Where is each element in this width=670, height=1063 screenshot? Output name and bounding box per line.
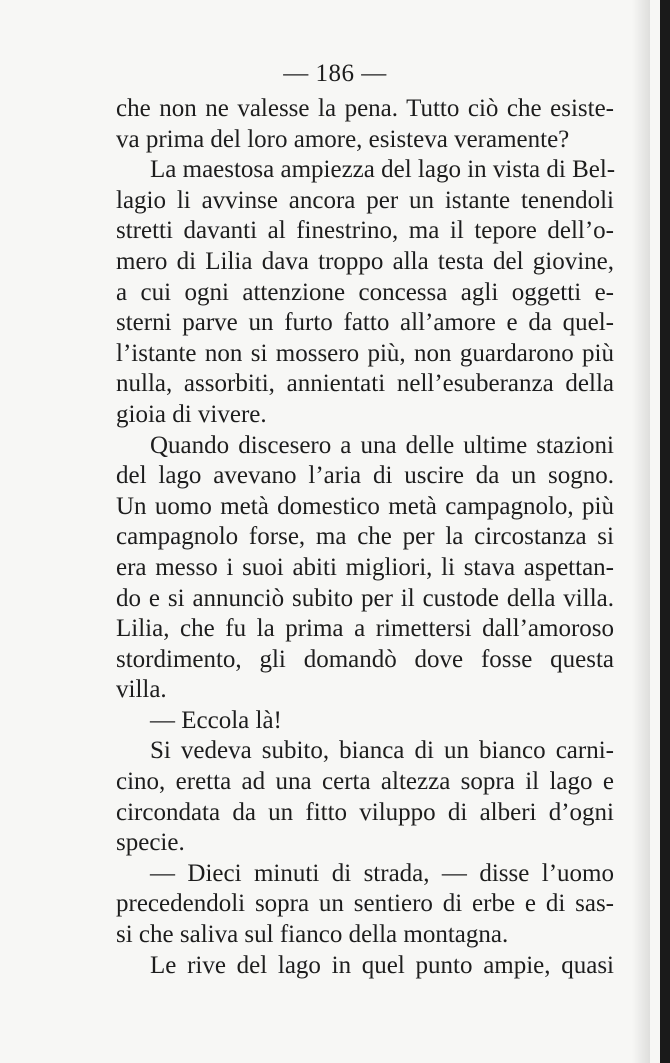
- text-line: — Eccola là!: [150, 706, 282, 734]
- text-line: che non ne valesse la pena. Tutto ciò che esiste-: [116, 95, 614, 122]
- text-line: Quando discesero a una delle ultime stazioni: [150, 431, 614, 459]
- text-line: stordimento, gli domandò dove fosse questa: [116, 645, 614, 673]
- text-line: cino, eretta ad una certa altezza sopra il lago e: [116, 768, 614, 796]
- page-number: — 186 —: [283, 60, 387, 87]
- text-line: — Dieci minuti di strada, — disse l’uomo: [150, 859, 614, 887]
- text-line: do e si annunciò subito per il custode della villa.: [116, 584, 614, 612]
- text-line: si che saliva sul fianco della montagna.: [116, 921, 509, 949]
- text-line: lagio li avvinse ancora per un istante tenendoli: [116, 186, 614, 214]
- text-line: precedendoli sopra un sentiero di erbe e di sas-: [116, 890, 614, 918]
- text-line: Un uomo metà domestico metà campagnolo, più: [116, 492, 614, 520]
- text-line: La maestosa ampiezza del lago in vista di Bel-: [150, 156, 616, 184]
- text-line: nulla, assorbiti, annientati nell’esuberanza della: [116, 370, 614, 398]
- text-line: Si vedeva subito, bianca di un bianco carni-: [150, 737, 614, 765]
- text-line: gioia di vivere.: [116, 400, 267, 428]
- text-line: specie.: [116, 829, 185, 857]
- text-line: Lilia, che fu la prima a rimettersi dall’amoroso: [116, 615, 614, 643]
- text-line: va prima del loro amore, esisteva veramente?: [116, 125, 570, 153]
- text-line: Le rive del lago in quel punto ampie, quasi: [150, 951, 614, 979]
- body-text: [116, 94, 614, 981]
- text-line: mero di Lilia dava troppo alla testa del giovine,: [116, 247, 614, 275]
- text-line: villa.: [116, 676, 167, 704]
- text-line: del lago avevano l’aria di uscire da un sogno.: [116, 462, 614, 490]
- text-line: sterni parve un furto fatto all’amore e da quel-: [116, 309, 614, 337]
- text-line: era messo i suoi abiti migliori, li stava aspettan-: [116, 553, 614, 581]
- text-line: stretti davanti al finestrino, ma il tepore dell’o-: [116, 217, 614, 245]
- text-line: l’istante non si mossero più, non guardarono più: [116, 339, 614, 367]
- text-line: circondata da un fitto viluppo di alberi d’ogni: [116, 798, 614, 826]
- text-line: campagnolo forse, ma che per la circostanza si: [116, 523, 614, 551]
- text-line: a cui ogni attenzione concessa agli oggetti e-: [116, 278, 614, 306]
- page-edge-shadow: [632, 0, 650, 1063]
